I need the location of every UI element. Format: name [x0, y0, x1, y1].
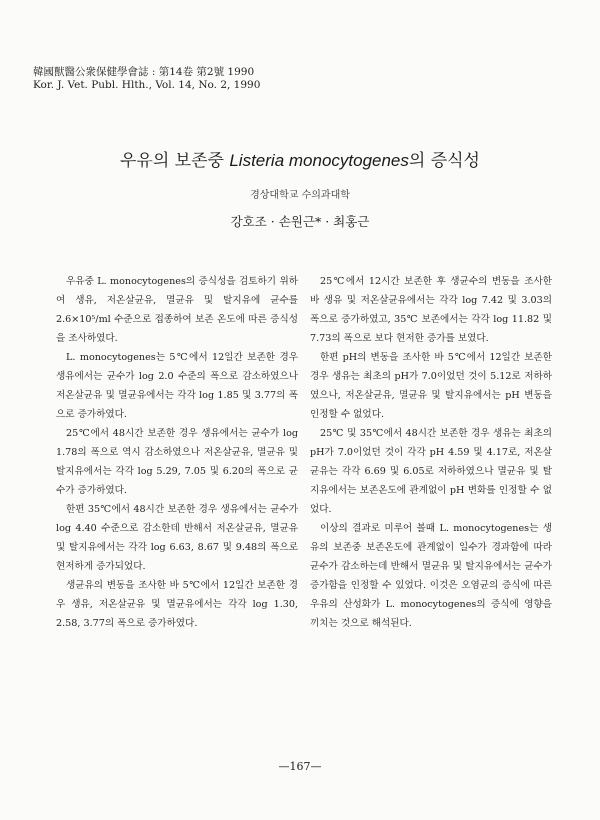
paragraph: 한편 pH의 변동을 조사한 바 5℃에서 12일간 보존한 경우 생유는 최초의 pH가 7.0이었던 것이 5.12로 저하하였으나, 저온살균유, 멸균유 및 탈지유에서는 pH 변동을 인정할 수 없었다. — [310, 352, 552, 420]
right-column — [310, 272, 552, 633]
paragraph: 우유중 L. monocytogenes의 증식성을 검토하기 위하여 생유, 저온살균유, 멸균유 및 탈지유에 균수를 2.6×10⁵/ml 수준으로 접종하여 보존 온도에 따른 증식성을 조사하였다. — [56, 276, 298, 344]
title-species: Listeria monocytogenes — [229, 151, 409, 170]
paragraph: 25℃ 및 35℃에서 48시간 보존한 경우 생유는 최초의 pH가 7.0이었던 것이 각각 pH 4.59 및 4.17로, 저온살균유는 각각 6.69 및 6.05로 저하하였으나 멸균유 및 탈지유에서는 보존온도에 관계없이 pH 변화를 인정할 수 없었다. — [310, 428, 552, 515]
paragraph: 25℃에서 48시간 보존한 경우 생유에서는 균수가 log 1.78의 폭으로 역시 감소하였으나 저온살균유, 멸균유 및 탈지유에서는 각각 log 5.29, 7.05 및 6.20의 폭으로 균수가 증가하였다. — [56, 428, 298, 496]
paragraph: 이상의 결과로 미루어 볼때 L. monocytogenes는 생유의 보존중 보존온도에 관계없이 일수가 경과함에 따라 균수가 감소하는데 반해서 멸균유 및 탈지유에서는 균수가 증가함을 인정할 수 있었다. 이것은 오염균의 증식에 따른 우유의 산성화가 L. monocytogenes의 증식에 영향을 끼치는 것으로 해석된다. — [310, 523, 552, 629]
authors: 강호조 · 손원근* · 최홍근 — [230, 214, 370, 229]
title-suffix: 의 증식성 — [408, 151, 480, 171]
page-number: —167— — [278, 760, 322, 773]
title-prefix: 우유의 보존중 — [120, 151, 230, 171]
paragraph: L. monocytogenes는 5℃에서 12일간 보존한 경우 생유에서는 균수가 log 2.0 수준의 폭으로 감소하였으나 저온살균유 및 멸균유에서는 각각 log 1.85 및 3.77의 폭으로 증가하였다. — [56, 352, 298, 420]
journal-header-english: Kor. J. Vet. Publ. Hlth., Vol. 14, No. 2, 1990 — [33, 79, 261, 91]
paper-title — [0, 146, 600, 171]
journal-header — [33, 66, 260, 92]
paragraph: 25℃에서 12시간 보존한 후 생균수의 변동을 조사한 바 생유 및 저온살균유에서는 각각 log 7.42 및 3.03의 폭으로 증가하였고, 35℃ 보존에서는 각각 log 11.82 및 7.73의 폭으로 보다 현저한 증가를 보였다. — [310, 276, 552, 344]
left-column — [56, 272, 298, 633]
paragraph: 한편 35℃에서 48시간 보존한 경우 생유에서는 균수가 log 4.40 수준으로 감소한데 반해서 저온살균유, 멸균유 및 탈지유에서는 각각 log 6.63, 8.67 및 9.48의 폭으로 현저하게 증가되었다. — [56, 504, 298, 572]
affiliation: 경상대학교 수의과대학 — [250, 190, 350, 201]
paragraph: 생균유의 변동을 조사한 바 5℃에서 12일간 보존한 경우 생유, 저온살균유 및 멸균유에서는 각각 log 1.30, 2.58, 3.77의 폭으로 증가하였다. — [56, 580, 298, 629]
journal-header-korean: 韓國獸醫公衆保健學會誌 : 第14卷 第2號 1990 — [33, 66, 255, 78]
